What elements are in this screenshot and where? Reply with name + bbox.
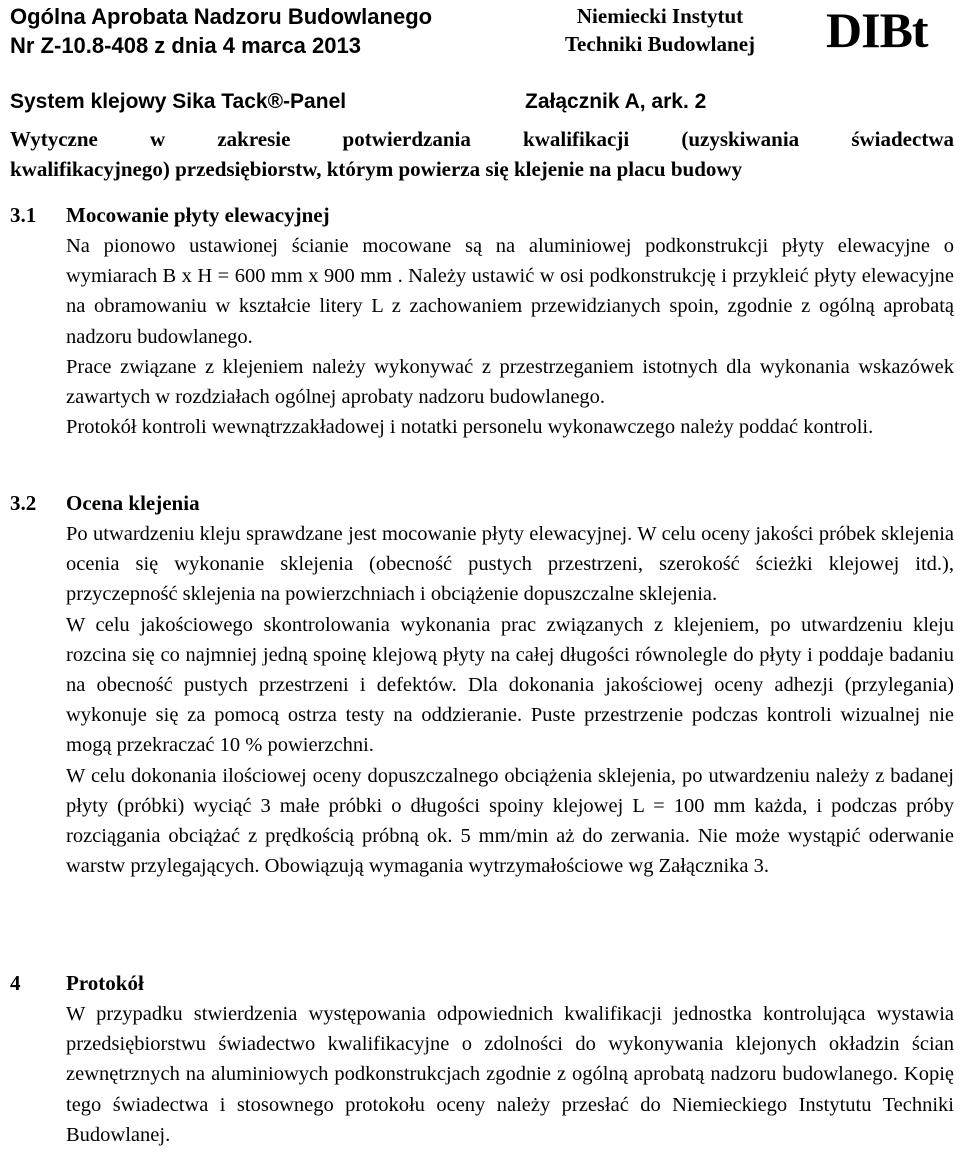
institute-name [545, 2, 775, 58]
section-4-body [66, 999, 954, 1150]
paragraph: W celu jakościowego skontrolowania wykonania prac związanych z klejeniem, po utwardzeniu kleju rozcina się co najmniej jedną spoinę klejową płyty na całej długości równolegle do płyty i poddaje badaniu na obecność pustych przestrzeni i defektów. Dla dokonania jakościowej oceny adhezji (przylegania) wykonuje się za pomocą ostrza testy na oddzieranie. Puste przestrzenie podczas kontroli wizualnej nie mogą przekraczać 10 % powierzchni. [66, 613, 954, 757]
guidelines-word: (uzyskiwania [681, 127, 800, 151]
guidelines-word: kwalifikacji [523, 127, 630, 151]
guidelines-word: świadectwa [851, 127, 954, 151]
guidelines-line2: kwalifikacyjnego) przedsiębiorstw, którym powierza się klejenie na placu budowy [10, 157, 743, 181]
section-title: Ocena klejenia [66, 491, 200, 515]
institute-name-line1: Niemiecki Instytut [576, 4, 744, 28]
system-name: System klejowy Sika Tack®-Panel [10, 90, 347, 113]
paragraph: Po utwardzeniu kleju sprawdzane jest mocowanie płyty elewacyjnej. W celu oceny jakości próbek sklejenia ocenia się wykonanie sklejenia (obecność pustych przestrzeni, szerokość ścieżki klejowej itd.), przyczepność sklejenia na powierzchniach i obciążenie dopuszczalne sklejenia. [66, 523, 954, 606]
section-title: Mocowanie płyty elewacyjnej [66, 203, 330, 227]
guidelines-word: Wytyczne [10, 127, 98, 151]
attachment-label: Załącznik A, ark. 2 [525, 90, 707, 113]
paragraph: W przypadku stwierdzenia występowania odpowiednich kwalifikacji jednostka kontrolująca wystawia przedsiębiorstwu świadectwo kwalifikacyjne o zdolności do wykonywania klejonych okładzin ścian zewnętrznych na aluminiowych podkonstrukcjach zgodnie z ogólną aprobatą nadzoru budowlanego. Kopię tego świadectwa i stosownego protokołu oceny należy przesłać do Niemieckiego Instytutu Techniki Budowlanej. [66, 1003, 954, 1146]
dibt-logo: DIBt [826, 2, 928, 58]
section-number: 3.1 [10, 203, 37, 227]
approval-reference [10, 2, 432, 60]
guidelines-word: potwierdzania [342, 127, 471, 151]
section-title: Protokół [66, 971, 144, 995]
guidelines-word: zakresie [217, 127, 291, 151]
guidelines-line1 [10, 124, 954, 154]
section-number: 3.2 [10, 491, 37, 515]
approval-title: Ogólna Aprobata Nadzoru Budowlanego [10, 4, 433, 29]
paragraph: Prace związane z klejeniem należy wykonywać z przestrzeganiem istotnych dla wykonania wskazówek zawartych w rozdziałach ogólnej aprobaty nadzoru budowlanego. [66, 355, 954, 409]
section-number: 4 [10, 971, 21, 995]
section-3-1-body [66, 231, 954, 442]
system-line [10, 88, 950, 116]
institute-name-line2: Techniki Budowlanej [564, 32, 756, 56]
paragraph: W celu dokonania ilościowej oceny dopuszczalnego obciążenia sklejenia, po utwardzeniu należy z badanej płyty (próbki) wyciąć 3 małe próbki o długości spoiny klejowej L = 100 mm każda, i podczas próby rozciągania obciążać z prędkością próbną ok. 5 mm/min aż do zerwania. Nie może wystąpić oderwanie warstw przylegających. Obowiązują wymagania wytrzymałościowe wg Załącznika 3. [66, 764, 954, 878]
approval-number: Nr Z-10.8-408 z dnia 4 marca 2013 [10, 33, 361, 58]
section-3-2-body [66, 519, 954, 881]
guidelines-word: w [150, 127, 166, 151]
paragraph: Protokół kontroli wewnątrzzakładowej i notatki personelu wykonawczego należy poddać kontroli. [66, 416, 874, 439]
guidelines-heading [10, 124, 954, 184]
paragraph: Na pionowo ustawionej ścianie mocowane są na aluminiowej podkonstrukcji płyty elewacyjne o wymiarach B x H = 600 mm x 900 mm . Należy ustawić w osi podkonstrukcję i przykleić płyty elewacyjne na obramowaniu w kształcie litery L z zachowaniem przewidzianych spoin, zgodnie z ogólną aprobatą nadzoru budowlanego. [66, 235, 954, 348]
